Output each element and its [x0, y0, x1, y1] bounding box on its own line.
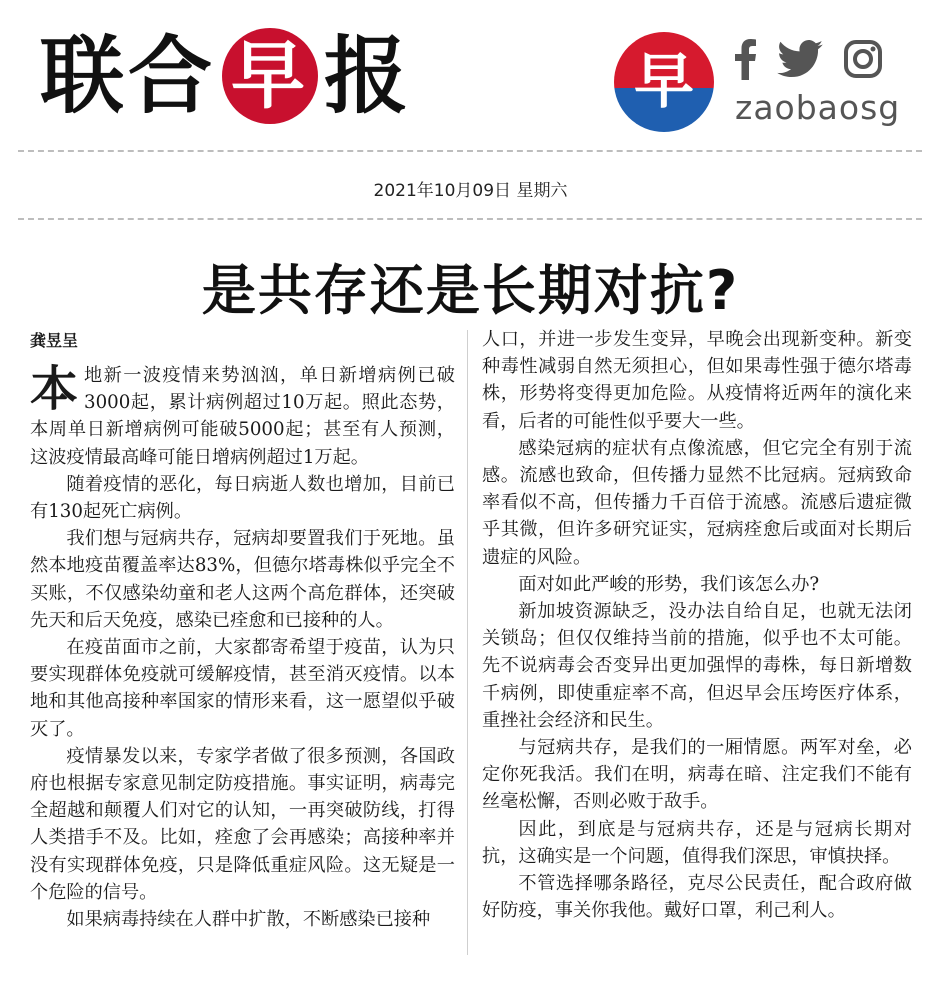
- logo-glyph: 早: [634, 47, 694, 117]
- twitter-icon[interactable]: [777, 40, 823, 82]
- article-paragraph: 与冠病共存，是我们的一厢情愿。两军对垒，必定你死我活。我们在明，病毒在暗、注定我们不能有丝毫松懈，否则必败于敌手。: [482, 737, 912, 813]
- newspaper-logo[interactable]: [40, 26, 412, 126]
- article-paragraph: 因此，到底是与冠病共存，还是与冠病长期对抗，这确实是一个问题，值得我们深思，审慎抉择。: [482, 818, 912, 867]
- article-column-right: [482, 326, 912, 924]
- article-paragraph: 本地新一波疫情来势汹汹，单日新增病例已破3000起，累计病例超过10万起。照此态势，本周单日新增病例可能破5000起；甚至有人预测，这波疫情最高峰可能日增病例超过1万起。: [30, 361, 455, 468]
- divider-dashed-bottom: [18, 218, 922, 220]
- drop-cap: 本: [30, 361, 79, 417]
- social-handle[interactable]: zaobaosg: [735, 88, 901, 127]
- article-paragraph: 疫情暴发以来，专家学者做了很多预测，各国政府也根据专家意见制定防疫措施。事实证明，病毒完全超越和颠覆人们对它的认知，一再突破防线，打得人类措手不及。比如，痊愈了会再感染；高接种率并没有实现群体免疫，只是降低重症风险。这无疑是一个危险的信号。: [30, 745, 455, 903]
- article-paragraph: 随着疫情的恶化，每日病逝人数也增加，目前已有130起死亡病例。: [30, 473, 455, 523]
- article-paragraph: 在疫苗面市之前，大家都寄希望于疫苗，认为只要实现群体免疫就可缓解疫情，甚至消灭疫情。以本地和其他高接种率国家的情形来看，这一愿望似乎破灭了。: [30, 637, 455, 740]
- masthead: [0, 0, 941, 150]
- facebook-icon[interactable]: [735, 38, 757, 84]
- social-links: [735, 36, 905, 136]
- article-paragraph: 新加坡资源缺乏，没办法自给自足，也就无法闭关锁岛；但仅仅维持当前的措施，似乎也不太可能。先不说病毒会否变异出更加强悍的毒株，每日新增数千病例，即使重症率不高，但迟早会压垮医疗体系，重挫社会经济和民生。: [482, 601, 912, 731]
- logo-char-highlight: 早: [222, 28, 318, 124]
- logo-char: 合: [128, 26, 217, 125]
- article-paragraph: 我们想与冠病共存，冠病却要置我们于死地。虽然本地疫苗覆盖率达83%，但德尔塔毒株似乎完全不买账，不仅感染幼童和老人这两个高危群体，还突破先天和后天免疫，感染已痊愈和已接种的人。: [30, 528, 455, 631]
- article-paragraph: 人口，并进一步发生变异，早晚会出现新变种。新变种毒性减弱自然无须担心，但如果毒性强于德尔塔毒株，形势将变得更加危险。从疫情将近两年的演化来看，后者的可能性似乎要大一些。: [482, 329, 912, 432]
- article-paragraph: 如果病毒持续在人群中扩散，不断感染已接种: [66, 909, 431, 931]
- article-headline: 是共存还是长期对抗?: [201, 259, 740, 322]
- logo-char: 联: [40, 26, 129, 125]
- divider-dashed-top: [18, 150, 922, 152]
- article-paragraph: 感染冠病的症状有点像流感，但它完全有别于流感。流感也致命，但传播力显然不比冠病。冠病致命率看似不高，但传播力千百倍于流感。流感后遗症微乎其微，但许多研究证实，冠病痊愈后或面对长期后遗症的风险。: [482, 437, 912, 568]
- article-column-left: [30, 326, 455, 933]
- article-paragraph: 面对如此严峻的形势，我们该怎么办?: [518, 573, 820, 595]
- logo-char: 报: [324, 26, 413, 125]
- author-byline: 龚昱呈: [30, 331, 79, 350]
- instagram-icon[interactable]: [843, 39, 883, 83]
- publication-date: 2021年10月09日 星期六: [373, 181, 568, 201]
- column-divider: [467, 330, 468, 955]
- zaobao-round-logo[interactable]: [614, 32, 714, 132]
- article-paragraph: 不管选择哪条路径，克尽公民责任，配合政府做好防疫，事关你我他。戴好口罩，利己利人。: [482, 873, 912, 922]
